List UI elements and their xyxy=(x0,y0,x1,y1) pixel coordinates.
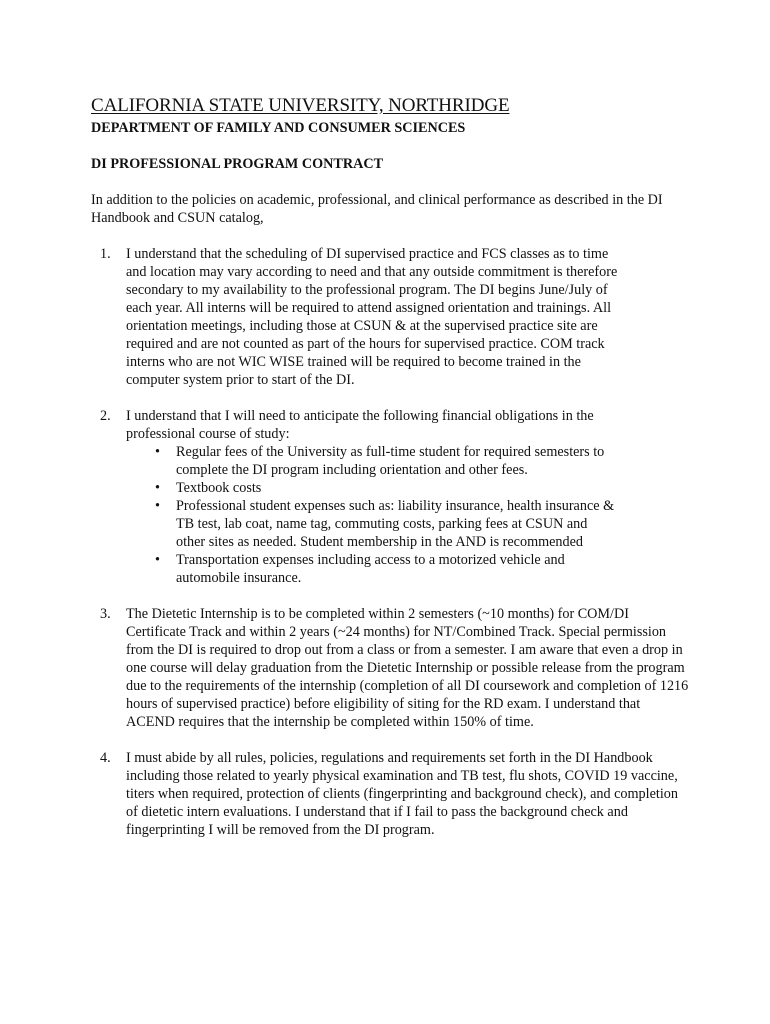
item-text: I understand that the scheduling of DI supervised practice and FCS classes as to time and location may vary according to need and that any outside commitment is therefore secondary to my availability to the professional program. The DI begins June/July of each year. All interns will be required to attend assigned orientation and trainings. All orientation meetings, including those at CSUN & at the supervised practice site are required and are not counted as part of the hours for supervised practice. COM track interns who are not WIC WISE trained will be required to become trained in the computer system prior to start of the DI. xyxy=(126,246,618,388)
bullet-icon: • xyxy=(155,552,160,568)
contract-item-4 xyxy=(91,749,691,839)
item-text: I understand that I will need to anticipate the following financial obligations in the professional course of study: xyxy=(126,408,594,442)
list-item xyxy=(126,497,616,551)
contract-item-3 xyxy=(91,605,691,731)
contract-title: DI PROFESSIONAL PROGRAM CONTRACT xyxy=(91,156,384,172)
list-item xyxy=(126,551,616,587)
list-item-text: Professional student expenses such as: liability insurance, health insurance & TB test, lab coat, name tag, commuting costs, parking fees at CSUN and other sites as needed. Student membership in the AND is recommended xyxy=(176,498,615,550)
financial-obligations-list xyxy=(126,443,631,587)
contract-item-1 xyxy=(91,245,631,389)
list-item xyxy=(126,479,616,497)
bullet-icon: • xyxy=(155,498,160,514)
list-item-text: Regular fees of the University as full-time student for required semesters to complete the DI program including orientation and other fees. xyxy=(176,444,605,478)
university-title: CALIFORNIA STATE UNIVERSITY, NORTHRIDGE xyxy=(91,95,510,116)
intro-paragraph: In addition to the policies on academic, professional, and clinical performance as described in the DI Handbook and CSUN catalog, xyxy=(91,192,663,226)
list-item xyxy=(126,443,616,479)
list-item-text: Textbook costs xyxy=(176,480,262,496)
document-page xyxy=(91,95,691,839)
item-number: 1. xyxy=(100,246,111,262)
department-heading: DEPARTMENT OF FAMILY AND CONSUMER SCIENCES xyxy=(91,120,466,136)
item-number: 2. xyxy=(100,408,111,424)
bullet-icon: • xyxy=(155,480,160,496)
item-text-block xyxy=(126,407,631,587)
item-number: 4. xyxy=(100,750,111,766)
item-text: The Dietetic Internship is to be completed within 2 semesters (~10 months) for COM/DI Certificate Track and within 2 years (~24 months) for NT/Combined Track. Special permission from the DI is required to drop out from a class or from a semester. I am aware that even a drop in one course will delay graduation from the Dietetic Internship or possible release from the program due to the requirements of the internship (completion of all DI coursework and completion of 1216 hours of supervised practice) before eligibility of siting for the RD exam. I understand that ACEND requires that the internship be completed within 150% of time. xyxy=(126,606,689,730)
item-text: I must abide by all rules, policies, regulations and requirements set forth in the DI Handbook including those related to yearly physical examination and TB test, flu shots, COVID 19 vaccine, titers when required, protection of clients (fingerprinting and background check), and completion of dietetic intern evaluations. I understand that if I fail to pass the background check and fingerprinting I will be removed from the DI program. xyxy=(126,750,678,838)
item-number: 3. xyxy=(100,606,111,622)
list-item-text: Transportation expenses including access to a motorized vehicle and automobile insurance. xyxy=(176,552,565,586)
contract-item-2 xyxy=(91,407,631,587)
bullet-icon: • xyxy=(155,444,160,460)
